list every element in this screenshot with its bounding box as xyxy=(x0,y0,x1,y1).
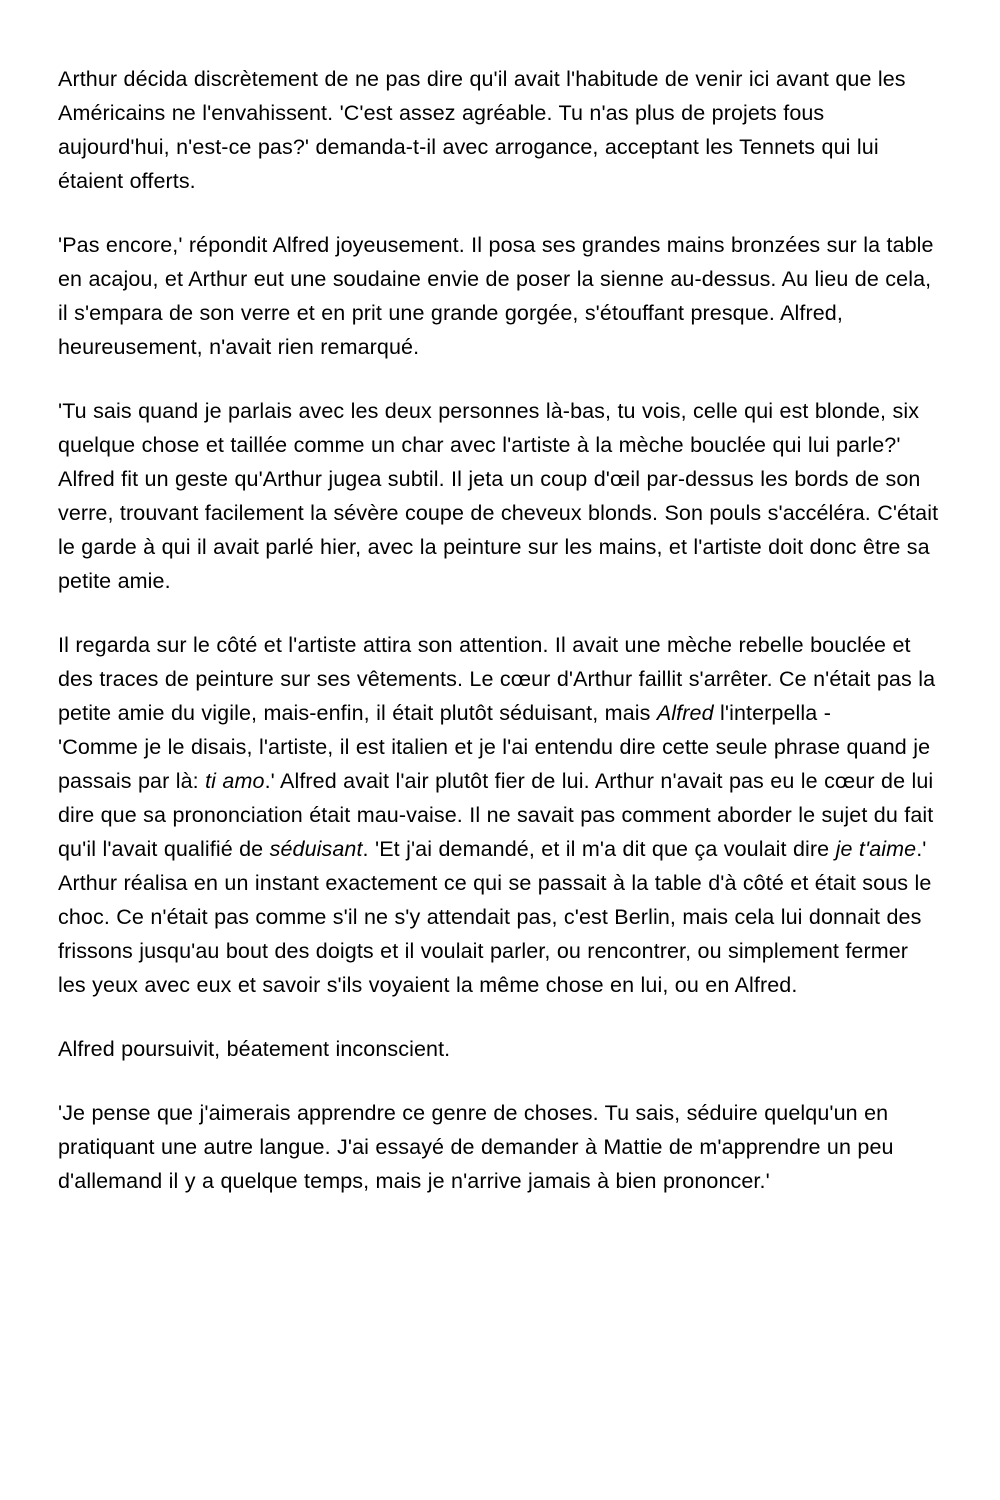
paragraph: Alfred poursuivit, béatement inconscient. xyxy=(58,1037,451,1061)
document-body xyxy=(58,62,942,1198)
paragraph: Arthur décida discrètement de ne pas dire qu'il avait l'habitude de venir ici avant que les Américains ne l'envahissent. 'C'est assez agréable. Tu n'as plus de projets fous aujourd'hui, n'est-ce pas?' demanda-t-il avec arrogance, acceptant les Tennets qui lui étaient offerts. xyxy=(58,67,906,193)
emphasis-text: je t'aime xyxy=(835,837,917,861)
paragraph: Il regarda sur le côté et l'artiste attira son attention. Il avait une mèche rebelle bouclée et des traces de peinture sur ses vêtements. Le cœur d'Arthur faillit s'arrêter. Ce n'était pas la petite amie du vigile, mais-enfin, il était plutôt séduisant, mais Alfred l'interpella - 'Comme je le disais, l'artiste, il est italien et je l'ai entendu dire cette seule phrase quand je passais par là: ti amo.' Alfred avait l'air plutôt fier de lui. Arthur n'avait pas eu le cœur de lui dire que sa prononciation était mau-vaise. Il ne savait pas comment aborder le sujet du fait qu'il l'avait qualifié de séduisant. 'Et j'ai demandé, et il m'a dit que ça voulait dire je t'aime.' Arthur réalisa en un instant exactement ce qui se passait à la table d'à côté et était sous le choc. Ce n'était pas comme s'il ne s'y attendait pas, c'est Berlin, mais cela lui donnait des frissons jusqu'au bout des doigts et il voulait parler, ou rencontrer, ou simplement fermer les yeux avec eux et savoir s'ils voyaient la même chose en lui, ou en Alfred. xyxy=(58,633,936,997)
emphasis-text: séduisant xyxy=(269,837,363,861)
paragraph: 'Pas encore,' répondit Alfred joyeusement. Il posa ses grandes mains bronzées sur la table en acajou, et Arthur eut une soudaine envie de poser la sienne au-dessus. Au lieu de cela, il s'empara de son verre et en prit une grande gorgée, s'étouffant presque. Alfred, heureusement, n'avait rien remarqué. xyxy=(58,233,934,359)
paragraph: 'Tu sais quand je parlais avec les deux personnes là-bas, tu vois, celle qui est blonde, six quelque chose et taillée comme un char avec l'artiste à la mèche bouclée qui lui parle?' Alfred fit un geste qu'Arthur jugea subtil. Il jeta un coup d'œil par-dessus les bords de son verre, trouvant facilement la sévère coupe de cheveux blonds. Son pouls s'accéléra. C'était le garde à qui il avait parlé hier, avec la peinture sur les mains, et l'artiste doit donc être sa petite amie. xyxy=(58,399,939,593)
paragraph: 'Je pense que j'aimerais apprendre ce genre de choses. Tu sais, séduire quelqu'un en pratiquant une autre langue. J'ai essayé de demander à Mattie de m'apprendre un peu d'allemand il y a quelque temps, mais je n'arrive jamais à bien prononcer.' xyxy=(58,1101,894,1193)
emphasis-text: ti amo xyxy=(205,769,265,793)
emphasis-text: Alfred xyxy=(656,701,714,725)
